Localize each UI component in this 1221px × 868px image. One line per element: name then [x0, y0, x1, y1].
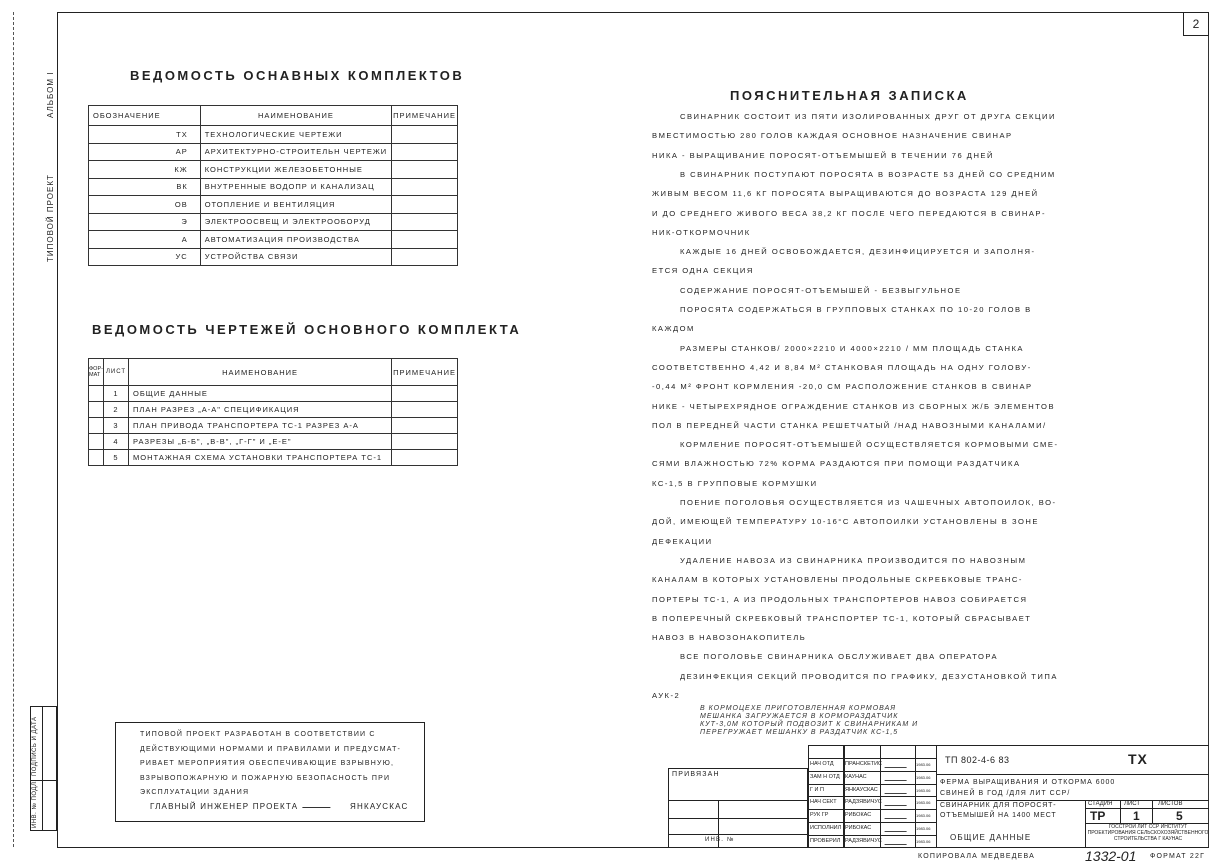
divider — [668, 800, 808, 801]
archive-number: 1332-01 — [1085, 848, 1137, 864]
name-cell: КОНСТРУКЦИИ ЖЕЛЕЗОБЕТОННЫЕ — [200, 161, 391, 179]
note-line: В СВИНАРНИК ПОСТУПАЮТ ПОРОСЯТА В ВОЗРАСТЕ 53 ДНЕЙ СО СРЕДНИМ — [680, 169, 1056, 179]
format-label: ФОРМАТ 22Г — [1150, 853, 1206, 860]
signer-date: 1983.06 — [916, 774, 931, 780]
note-cell — [392, 178, 458, 196]
building-name: СВИНАРНИК ДЛЯ ПОРОСЯТ-ОТЪЕМЫШЕЙ НА 1400 МЕСТ — [940, 802, 1057, 819]
sheet-title: ОБЩИЕ ДАННЫЕ — [950, 833, 1032, 842]
signer-date: 1983.06 — [916, 826, 931, 831]
note-title: ПОЯСНИТЕЛЬНАЯ ЗАПИСКА — [730, 88, 969, 103]
divider — [915, 745, 916, 848]
name-cell: ЭЛЕКТРООСВЕЩ И ЭЛЕКТРООБОРУД — [200, 213, 391, 231]
sheet-cell: 1 — [103, 386, 128, 402]
note-cell — [392, 231, 458, 249]
stage-label: СТАДИЯ — [1088, 801, 1113, 807]
signature — [884, 774, 909, 781]
col-header: ОБОЗНАЧЕНИЕ — [89, 106, 201, 126]
note-line: ПОЕНИЕ ПОГОЛОВЬЯ ОСУЩЕСТВЛЯЕТСЯ ИЗ ЧАШЕЧНЫХ АВТОПОИЛОК, ВО- — [680, 498, 1057, 507]
document-mark: ТХ — [1128, 751, 1148, 767]
note-line: КАНАЛАМ В КОТОРЫХ УСТАНОВЛЕНЫ ПРОДОЛЬНЫЕ СКРЕБКОВЫЕ ТРАНС- — [652, 575, 1023, 585]
sheet-number: 2 — [1192, 17, 1200, 31]
sign-date-label: ПОДПИСЬ И ДАТА — [32, 716, 38, 776]
sheet-cell: 4 — [103, 434, 128, 450]
copied-by: КОПИРОВАЛА МЕДВЕДЕВА — [918, 853, 1036, 860]
col-header: ФОР-МАТ — [89, 359, 104, 386]
note-cell — [392, 386, 458, 402]
note-line: СООТВЕТСТВЕННО 4,42 И 8,84 М² СТАНКОВАЯ ПЛОЩАДЬ НА ОДНУ ГОЛОВУ- — [652, 362, 1032, 372]
divider — [936, 774, 1209, 775]
privyazan-label: ПРИВЯЗАН — [672, 771, 720, 778]
signer-role: РУК ГР — [810, 812, 829, 819]
project-name: ФЕРМА ВЫРАЩИВАНИЯ И ОТКОРМА 6000 СВИНЕЙ В ГОД /ДЛЯ ЛИТ ССР/ — [940, 779, 1116, 797]
table-row — [89, 450, 458, 466]
table-row — [89, 248, 458, 266]
sets-table — [88, 105, 458, 266]
divider — [668, 818, 808, 819]
signer-row — [808, 822, 936, 835]
note-line: СВИНАРНИК СОСТОИТ ИЗ ПЯТИ ИЗОЛИРОВАННЫХ ДРУГ ОТ ДРУГА СЕКЦИИ — [680, 112, 1056, 121]
note-cell — [392, 126, 458, 144]
divider — [42, 706, 43, 831]
signature — [884, 825, 909, 832]
format-cell — [89, 386, 104, 402]
compliance-line: ТИПОВОЙ ПРОЕКТ РАЗРАБОТАН В СООТВЕТСТВИИ С — [140, 731, 376, 738]
divider — [1152, 800, 1153, 823]
note-line: НАВОЗ В НАВОЗОНАКОПИТЕЛЬ — [652, 633, 807, 643]
chief-engineer-name: ЯНКАУСКАС — [350, 802, 409, 811]
note-line: НИК-ОТКОРМОЧНИК — [652, 227, 751, 237]
col-header: НАИМЕНОВАНИЕ — [129, 359, 392, 386]
sheets-label: ЛИСТОВ — [1158, 801, 1183, 807]
note-line: И ДО СРЕДНЕГО ЖИВОГО ВЕСА 38,2 КГ ПОСЛЕ ЧЕГО ПЕРЕДАЮТСЯ В СВИНАР- — [652, 208, 1047, 218]
designation-cell: ТХ — [89, 126, 201, 144]
note-line: ВСЕ ПОГОЛОВЬЕ СВИНАРНИКА ОБСЛУЖИВАЕТ ДВА ОПЕРАТОРА — [680, 652, 999, 662]
format-cell — [89, 434, 104, 450]
note-line: АУК-2 — [652, 691, 681, 700]
table-row — [89, 434, 458, 450]
note-line: ДЕФЕКАЦИИ — [652, 536, 713, 546]
sheet-number-box — [1183, 12, 1209, 36]
sheet-cell: 3 — [103, 418, 128, 434]
signer-row — [808, 784, 936, 797]
divider — [668, 834, 808, 835]
format-cell — [89, 450, 104, 466]
name-cell: МОНТАЖНАЯ СХЕМА УСТАНОВКИ ТРАНСПОРТЕРА ТС-1 — [129, 450, 392, 466]
signer-role: ПРОВЕРИЛ — [810, 837, 841, 844]
note-line: НИКА - ВЫРАЩИВАНИЕ ПОРОСЯТ-ОТЪЕМЫШЕЙ В ТЕЧЕНИИ 76 ДНЕЙ — [652, 150, 994, 160]
note-cell — [392, 248, 458, 266]
table-row — [89, 402, 458, 418]
note-cell — [392, 143, 458, 161]
col-header: НАИМЕНОВАНИЕ — [200, 106, 391, 126]
designation-cell: Э — [89, 213, 201, 231]
col-header: ПРИМЕЧАНИЕ — [392, 106, 458, 126]
signature — [884, 787, 909, 794]
handwritten-note: В КОРМОЦЕХЕ ПРИГОТОВЛЕННАЯ КОРМОВАЯ МЕШАНКА ЗАГРУЖАЕТСЯ В КОРМОРАЗДАТЧИК КУТ-3,0М КОТОРЫЙ ПОДВОЗИТ К СВИНАРНИКАМ И ПЕРЕГРУЖАЕТ МЕШАНКУ В РАЗДАТЧИК КС-1,5 — [700, 705, 919, 736]
table-row — [89, 161, 458, 179]
name-cell: ПЛАН РАЗРЕЗ „А-А" СПЕЦИФИКАЦИЯ — [129, 402, 392, 418]
privyazan-box — [668, 768, 808, 848]
drawings-title: ВЕДОМОСТЬ ЧЕРТЕЖЕЙ ОСНОВНОГО КОМПЛЕКТА — [92, 322, 522, 337]
name-cell: ТЕХНОЛОГИЧЕСКИЕ ЧЕРТЕЖИ — [200, 126, 391, 144]
name-cell: УСТРОЙСТВА СВЯЗИ — [200, 248, 391, 266]
album-label: АЛЬБОМ I — [46, 71, 55, 118]
note-line: СОДЕРЖАНИЕ ПОРОСЯТ-ОТЪЕМЫШЕЙ - БЕЗВЫГУЛЬНОЕ — [680, 285, 962, 295]
format-cell — [89, 402, 104, 418]
sheet-value: 1 — [1133, 809, 1140, 823]
note-line: ДЕЗИНФЕКЦИЯ СЕКЦИЙ ПРОВОДИТСЯ ПО ГРАФИКУ, ДЕЗУСТАНОВКОЙ ТИПА — [680, 671, 1058, 681]
note-line: -0,44 М² ФРОНТ КОРМЛЕНИЯ -20,0 СМ РАСПОЛОЖЕНИЕ СТАНКОВ В СВИНАР — [652, 382, 1033, 392]
divider — [844, 745, 845, 848]
inv-number-label: ИНВ. № — [705, 837, 735, 843]
note-cell — [392, 161, 458, 179]
sets-title: ВЕДОМОСТЬ ОСНАВНЫХ КОМПЛЕКТОВ — [130, 68, 465, 83]
name-cell: АРХИТЕКТУРНО-СТРОИТЕЛЬН ЧЕРТЕЖИ — [200, 143, 391, 161]
table-row — [89, 126, 458, 144]
sheet-label: ЛИСТ — [1124, 801, 1141, 807]
compliance-line: РИВАЕТ МЕРОПРИЯТИЯ ОБЕСПЕЧИВАЮЩИЕ ВЗРЫВНУЮ, — [140, 760, 395, 767]
project-type-label: ТИПОВОЙ ПРОЕКТ — [46, 174, 55, 262]
table-row — [89, 178, 458, 196]
drawings-table — [88, 358, 458, 466]
signer-role: НАЧ СЕКТ — [810, 799, 837, 806]
table-row — [89, 418, 458, 434]
name-cell: АВТОМАТИЗАЦИЯ ПРОИЗВОДСТВА — [200, 231, 391, 249]
signer-row — [808, 835, 936, 848]
signer-date: 1983.06 — [916, 838, 931, 844]
note-cell — [392, 450, 458, 466]
col-header: ЛИСТ — [103, 359, 128, 386]
designation-cell: ОВ — [89, 196, 201, 214]
signer-role: ИСПОЛНИЛ — [810, 825, 842, 831]
note-line: ДОЙ, ИМЕЮЩЕЙ ТЕМПЕРАТУРУ 10-16°С АВТОПОИЛКИ УСТАНОВЛЕНЫ В ЗОНЕ — [652, 517, 1039, 527]
organization: ГОССТРОЙ ЛИТ ССР ИНСТИТУТ ПРОЕКТИРОВАНИЯ СЕЛЬСКОХОЗЯЙСТВЕННОГО СТРОИТЕЛЬСТВА Г КАУНАС — [1087, 824, 1209, 842]
note-line: ЖИВЫМ ВЕСОМ 11,6 КГ ПОРОСЯТА ВЫРАЩИВАЮТСЯ ДО ВОЗРАСТА 129 ДНЕЙ — [652, 189, 1039, 199]
sheet-cell: 5 — [103, 450, 128, 466]
signer-row — [808, 758, 936, 771]
note-line: ВМЕСТИМОСТЬЮ 280 ГОЛОВ КАЖДАЯ ОСНОВНОЕ НАЗНАЧЕНИЕ СВИНАР — [652, 131, 1013, 141]
note-line: СЯМИ ВЛАЖНОСТЬЮ 72% КОРМА РАЗДАЮТСЯ ПРИ ПОМОЩИ РАЗДАТЧИКА — [652, 459, 1021, 469]
cut-line — [13, 12, 14, 847]
note-cell — [392, 418, 458, 434]
signer-date: 1983.06 — [916, 787, 931, 793]
note-cell — [392, 402, 458, 418]
signer-row — [808, 809, 936, 822]
signer-name: РАДЗЯВИЧУС — [845, 799, 882, 806]
compliance-line: ЭКСПЛУАТАЦИИ ЗДАНИЯ — [140, 789, 250, 796]
signer-name: ПРАНСКЕТИС — [845, 761, 883, 767]
signer-role: ЗАМ Н ОТД — [810, 773, 840, 780]
note-cell — [392, 434, 458, 450]
chief-signature — [302, 798, 336, 808]
designation-cell: УС — [89, 248, 201, 266]
inv-label: ИНВ. № ПОДЛ. — [32, 779, 38, 828]
signer-date: 1983.06 — [916, 800, 931, 806]
name-cell: ОБЩИЕ ДАННЫЕ — [129, 386, 392, 402]
stage-value: ТР — [1090, 809, 1106, 823]
note-cell — [392, 196, 458, 214]
divider — [843, 745, 844, 848]
format-cell — [89, 418, 104, 434]
designation-cell: ВК — [89, 178, 201, 196]
note-line: ПОЛ В ПЕРЕДНЕЙ ЧАСТИ СТАНКА РЕШЕТЧАТЫЙ /НАД НАВОЗНЫМИ КАНАЛАМИ/ — [652, 420, 1047, 430]
designation-cell: А — [89, 231, 201, 249]
signer-role: Г И П — [810, 786, 824, 793]
table-row — [89, 143, 458, 161]
signer-role: НАЧ ОТД — [810, 761, 834, 767]
note-line: ПОРТЕРЫ ТС-1, А ИЗ ПРОДОЛЬНЫХ ТРАНСПОРТЕРОВ НАВОЗ СОБИРАЕТСЯ — [652, 594, 1028, 604]
signer-date: 1983.06 — [916, 762, 931, 767]
signer-row — [808, 796, 936, 809]
divider — [880, 745, 881, 848]
compliance-line: ВЗРЫВОПОЖАРНУЮ И ПОЖАРНУЮ БЕЗОПАСНОСТЬ ПРИ — [140, 774, 391, 782]
note-line: НИКЕ - ЧЕТЫРЕХРЯДНОЕ ОГРАЖДЕНИЕ СТАНКОВ ИЗ СБОРНЫХ Ж/Б ЭЛЕМЕНТОВ — [652, 401, 1056, 411]
note-line: УДАЛЕНИЕ НАВОЗА ИЗ СВИНАРНИКА ПРОИЗВОДИТСЯ ПО НАВОЗНЫМ — [680, 555, 1027, 565]
signature — [884, 761, 909, 768]
note-line: КС-1,5 В ГРУППОВЫЕ КОРМУШКИ — [652, 478, 818, 488]
project-code: ТП 802-4-6 83 — [945, 755, 1010, 765]
note-line: КАЖДОМ — [652, 324, 695, 334]
note-cell — [392, 213, 458, 231]
signer-name: ЯНКАУСКАС — [845, 786, 878, 793]
table-row — [89, 213, 458, 231]
sheet-cell: 2 — [103, 402, 128, 418]
note-line: КОРМЛЕНИЕ ПОРОСЯТ-ОТЪЕМЫШЕЙ ОСУЩЕСТВЛЯЕТСЯ КОРМОВЫМИ СМЕ- — [680, 440, 1059, 450]
name-cell: ОТОПЛЕНИЕ И ВЕНТИЛЯЦИЯ — [200, 196, 391, 214]
note-line: В ПОПЕРЕЧНЫЙ СКРЕБКОВЫЙ ТРАНСПОРТЕР ТС-1, КОТОРЫЙ СБРАСЫВАЕТ — [652, 613, 1032, 623]
signer-date: 1983.06 — [916, 813, 931, 819]
name-cell: ПЛАН ПРИВОДА ТРАНСПОРТЕРА ТС-1 РАЗРЕЗ А-А — [129, 418, 392, 434]
note-line: ПОРОСЯТА СОДЕРЖАТЬСЯ В ГРУППОВЫХ СТАНКАХ ПО 10-20 ГОЛОВ В — [680, 305, 1032, 314]
signer-name: РАДЗЯВИЧУС — [845, 837, 882, 844]
designation-cell: КЖ — [89, 161, 201, 179]
signature — [884, 812, 909, 819]
table-row — [89, 231, 458, 249]
designation-cell: АР — [89, 143, 201, 161]
divider — [936, 745, 937, 848]
name-cell: РАЗРЕЗЫ „Б-Б", „В-В", „Г-Г" И „Е-Е" — [129, 434, 392, 450]
signer-name: КАУНАС — [845, 773, 867, 780]
compliance-line: ДЕЙСТВУЮЩИМИ НОРМАМИ И ПРАВИЛАМИ И ПРЕДУСМАТ- — [140, 745, 402, 753]
table-row — [89, 196, 458, 214]
signer-row — [808, 771, 936, 784]
signer-name: РИБОКАС — [845, 812, 872, 819]
signer-name: РИБОКАС — [845, 825, 872, 831]
sheets-value: 5 — [1176, 809, 1183, 823]
col-header: ПРИМЕЧАНИЕ — [392, 359, 458, 386]
note-line: КАЖДЫЕ 16 ДНЕЙ ОСВОБОЖДАЕТСЯ, ДЕЗИНФИЦИРУЕТСЯ И ЗАПОЛНЯ- — [680, 247, 1036, 257]
table-row — [89, 386, 458, 402]
signature — [884, 838, 909, 845]
signature — [884, 799, 909, 806]
note-line: ЕТСЯ ОДНА СЕКЦИЯ — [652, 266, 754, 276]
note-line: РАЗМЕРЫ СТАНКОВ/ 2000×2210 И 4000×2210 / ММ ПЛОЩАДЬ СТАНКА — [680, 343, 1024, 353]
name-cell: ВНУТРЕННЫЕ ВОДОПР И КАНАЛИЗАЦ — [200, 178, 391, 196]
chief-engineer-label: ГЛАВНЫЙ ИНЖЕНЕР ПРОЕКТА — [150, 802, 299, 811]
divider — [1120, 800, 1121, 823]
